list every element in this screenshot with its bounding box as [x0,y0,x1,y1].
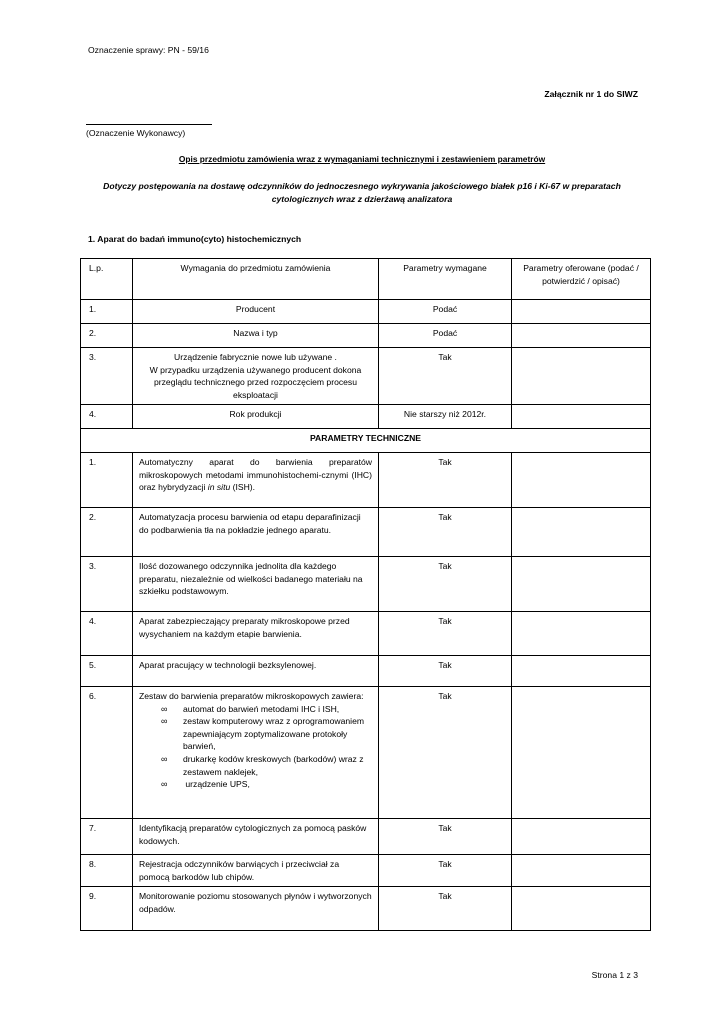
row-lp: 1. [81,300,133,324]
row-required-param: Tak [379,887,512,931]
row-lp: 4. [81,612,133,656]
row-offered-cell[interactable] [512,300,651,324]
row-offered-cell[interactable] [512,453,651,508]
row-offered-cell[interactable] [512,612,651,656]
document-subtitle: Dotyczy postępowania na dostawę odczynników do jednoczesnego wykrywania jakościowego białek p16 i Ki-67 w preparatach cytologicznych wraz z dzierżawą analizatora [103,181,621,204]
row-required-param: Tak [379,557,512,612]
row-offered-cell[interactable] [512,687,651,819]
list-item: ∞ drukarkę kodów kreskowych (barkodów) wraz z zestawem naklejek, [161,753,364,777]
table-row [81,508,651,557]
row-requirement: Automatyczny aparat do barwienia preparatów mikroskopowych metodami immunohistochemi-cznymi (IHC) oraz hybrydyzacji in situ (ISH). [133,453,379,508]
row-lp: 6. [81,687,133,819]
table-row [81,687,651,819]
kit-intro: Zestaw do barwienia preparatów mikroskopowych zawiera: [139,691,364,701]
annex-label: Załącznik nr 1 do SIWZ [544,89,638,99]
row-required-param: Tak [379,656,512,687]
table-row [81,612,651,656]
row-required-param: Tak [379,612,512,656]
table-row [81,348,651,405]
row-required-param: Tak [379,453,512,508]
header-offered-params: Parametry oferowane (podać / potwierdzić / opisać) [512,259,651,300]
row-requirement: Aparat pracujący w technologii bezksylenowej. [133,656,379,687]
row-offered-cell[interactable] [512,887,651,931]
row-offered-cell[interactable] [512,855,651,887]
row-requirement: Identyfikacją preparatów cytologicznych za pomocą pasków kodowych. [133,819,379,855]
row-requirement: Producent [133,300,379,324]
section-header-row [81,429,651,453]
row-required-param: Tak [379,855,512,887]
row-required-param: Tak [379,348,512,405]
row-lp: 2. [81,508,133,557]
row-lp: 1. [81,453,133,508]
row-required-param: Podać [379,324,512,348]
row-lp: 5. [81,656,133,687]
row-required-param: Tak [379,687,512,819]
row-lp: 3. [81,348,133,405]
signature-line [86,124,212,125]
header-requirements: Wymagania do przedmiotu zamówienia [133,259,379,300]
row-requirement: Urządzenie fabrycznie nowe lub używane . W przypadku urządzenia używanego producent dokona przeglądu technicznego przed rozpoczęciem procesu eksploatacji [133,348,379,405]
table-row [81,300,651,324]
section-heading: 1. Aparat do badań immuno(cyto) histochemicznych [88,234,302,244]
list-item: ∞ urządzenie UPS, [161,779,250,790]
list-item: ∞ automat do barwień metodami IHC i ISH, [161,703,340,714]
row-offered-cell[interactable] [512,557,651,612]
row-lp: 3. [81,557,133,612]
row-requirement: Rok produkcji [133,405,379,429]
technical-params-header: PARAMETRY TECHNICZNE [81,429,651,453]
table-row [81,557,651,612]
row-offered-cell[interactable] [512,324,651,348]
contractor-label: (Oznaczenie Wykonawcy) [86,128,186,138]
row-lp: 9. [81,887,133,931]
header-lp: L.p. [81,259,133,300]
row-required-param: Podać [379,300,512,324]
table-row [81,324,651,348]
table-row [81,453,651,508]
table-row [81,656,651,687]
case-number: Oznaczenie sprawy: PN - 59/16 [88,45,209,55]
kit-items-list [139,703,372,791]
row-requirement: Aparat zabezpieczający preparaty mikroskopowe przed wysychaniem na każdym etapie barwienia. [133,612,379,656]
row-requirement: Rejestracja odczynników barwiących i przeciwciał za pomocą barkodów lub chipów. [133,855,379,887]
row-requirement: Automatyzacja procesu barwienia od etapu deparafinizacji do podbarwienia tła na pokładzie jednego aparatu. [133,508,379,557]
row-offered-cell[interactable] [512,656,651,687]
row-required-param: Nie starszy niż 2012r. [379,405,512,429]
table-row [81,855,651,887]
row-requirement: Monitorowanie poziomu stosowanych płynów i wytworzonych odpadów. [133,887,379,931]
page-number: Strona 1 z 3 [591,970,638,980]
infinity-bullet-icon: ∞ [161,779,168,790]
row-lp: 2. [81,324,133,348]
infinity-bullet-icon: ∞ [161,716,168,727]
table-header-row [81,259,651,300]
list-item: ∞ zestaw komputerowy wraz z oprogramowaniem zapewniającym zoptymalizowane protokoły barwień, [161,716,365,752]
row-offered-cell[interactable] [512,819,651,855]
infinity-bullet-icon: ∞ [161,753,168,764]
row-required-param: Tak [379,819,512,855]
table-row [81,887,651,931]
header-required-params: Parametry wymagane [379,259,512,300]
row-offered-cell[interactable] [512,405,651,429]
row-offered-cell[interactable] [512,348,651,405]
row-offered-cell[interactable] [512,508,651,557]
row-requirement: Ilość dozowanego odczynnika jednolita dla każdego preparatu, niezależnie od wielkości badanego materiału na szkiełku podstawowym. [133,557,379,612]
row-lp: 7. [81,819,133,855]
row-lp: 8. [81,855,133,887]
row-lp: 4. [81,405,133,429]
table-row [81,405,651,429]
row-requirement [133,687,379,819]
row-requirement: Nazwa i typ [133,324,379,348]
row-required-param: Tak [379,508,512,557]
table-row [81,819,651,855]
infinity-bullet-icon: ∞ [161,703,168,714]
requirements-table [80,258,651,931]
document-title: Opis przedmiotu zamówienia wraz z wymaganiami technicznymi i zestawieniem parametrów [178,154,546,164]
